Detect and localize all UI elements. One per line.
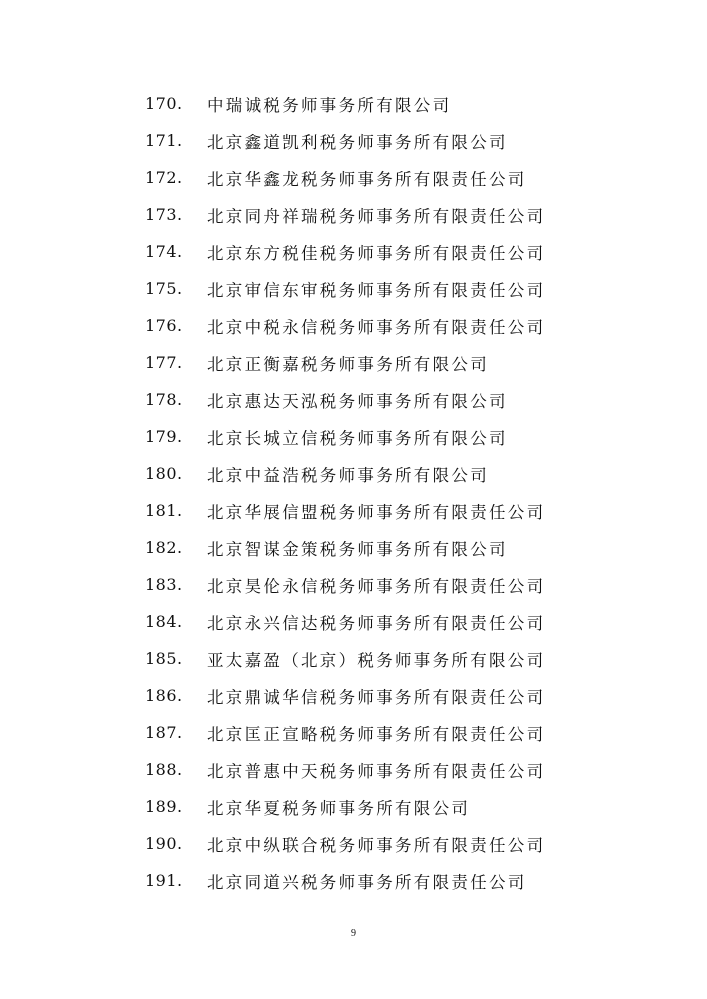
item-number: 172. <box>145 168 183 187</box>
firm-name: 北京审信东审税务师事务所有限责任公司 <box>207 280 546 300</box>
item-number: 178. <box>145 390 183 409</box>
list-item <box>0 455 707 492</box>
list-item <box>0 825 707 862</box>
list-item <box>0 344 707 381</box>
firm-name: 北京鑫道凯利税务师事务所有限公司 <box>207 132 508 152</box>
item-number: 175. <box>145 279 183 298</box>
firm-name: 北京长城立信税务师事务所有限公司 <box>207 428 508 448</box>
list-item <box>0 307 707 344</box>
firm-name: 北京华夏税务师事务所有限公司 <box>207 798 471 818</box>
firm-name: 中瑞诚税务师事务所有限公司 <box>207 95 452 115</box>
page-number: 9 <box>351 928 356 939</box>
firm-name: 北京中益浩税务师事务所有限公司 <box>207 465 489 485</box>
item-number: 190. <box>145 834 183 853</box>
list-item <box>0 603 707 640</box>
list-item <box>0 270 707 307</box>
item-number: 176. <box>145 316 183 335</box>
firm-name: 北京普惠中天税务师事务所有限责任公司 <box>207 761 546 781</box>
item-number: 180. <box>145 464 183 483</box>
list-item <box>0 788 707 825</box>
item-number: 185. <box>145 649 183 668</box>
firm-name: 北京鼎诚华信税务师事务所有限责任公司 <box>207 687 546 707</box>
list-item <box>0 418 707 455</box>
firm-name: 北京智谋金策税务师事务所有限公司 <box>207 539 508 559</box>
list-item <box>0 862 707 899</box>
item-number: 188. <box>145 760 183 779</box>
firm-name: 北京匡正宣略税务师事务所有限责任公司 <box>207 724 546 744</box>
item-number: 170. <box>145 94 183 113</box>
list-item <box>0 159 707 196</box>
item-number: 186. <box>145 686 183 705</box>
item-number: 184. <box>145 612 183 631</box>
firm-name: 北京惠达天泓税务师事务所有限公司 <box>207 391 508 411</box>
firm-name: 北京正衡嘉税务师事务所有限公司 <box>207 354 489 374</box>
firm-list <box>0 85 707 899</box>
firm-name: 北京昊伦永信税务师事务所有限责任公司 <box>207 576 546 596</box>
firm-name: 北京东方税佳税务师事务所有限责任公司 <box>207 243 546 263</box>
firm-name: 北京中纵联合税务师事务所有限责任公司 <box>207 835 546 855</box>
firm-name: 亚太嘉盈（北京）税务师事务所有限公司 <box>207 650 546 670</box>
list-item <box>0 196 707 233</box>
firm-name: 北京同舟祥瑞税务师事务所有限责任公司 <box>207 206 546 226</box>
item-number: 181. <box>145 501 183 520</box>
list-item <box>0 677 707 714</box>
item-number: 182. <box>145 538 183 557</box>
list-item <box>0 566 707 603</box>
firm-name: 北京永兴信达税务师事务所有限责任公司 <box>207 613 546 633</box>
item-number: 189. <box>145 797 183 816</box>
item-number: 171. <box>145 131 183 150</box>
item-number: 174. <box>145 242 183 261</box>
item-number: 183. <box>145 575 183 594</box>
firm-name: 北京中税永信税务师事务所有限责任公司 <box>207 317 546 337</box>
list-item <box>0 751 707 788</box>
item-number: 191. <box>145 871 183 890</box>
item-number: 187. <box>145 723 183 742</box>
firm-name: 北京华鑫龙税务师事务所有限责任公司 <box>207 169 527 189</box>
list-item <box>0 233 707 270</box>
item-number: 179. <box>145 427 183 446</box>
list-item <box>0 529 707 566</box>
list-item <box>0 122 707 159</box>
list-item <box>0 714 707 751</box>
list-item <box>0 381 707 418</box>
item-number: 177. <box>145 353 183 372</box>
firm-name: 北京华展信盟税务师事务所有限责任公司 <box>207 502 546 522</box>
list-item <box>0 85 707 122</box>
item-number: 173. <box>145 205 183 224</box>
firm-name: 北京同道兴税务师事务所有限责任公司 <box>207 872 527 892</box>
list-item <box>0 492 707 529</box>
list-item <box>0 640 707 677</box>
